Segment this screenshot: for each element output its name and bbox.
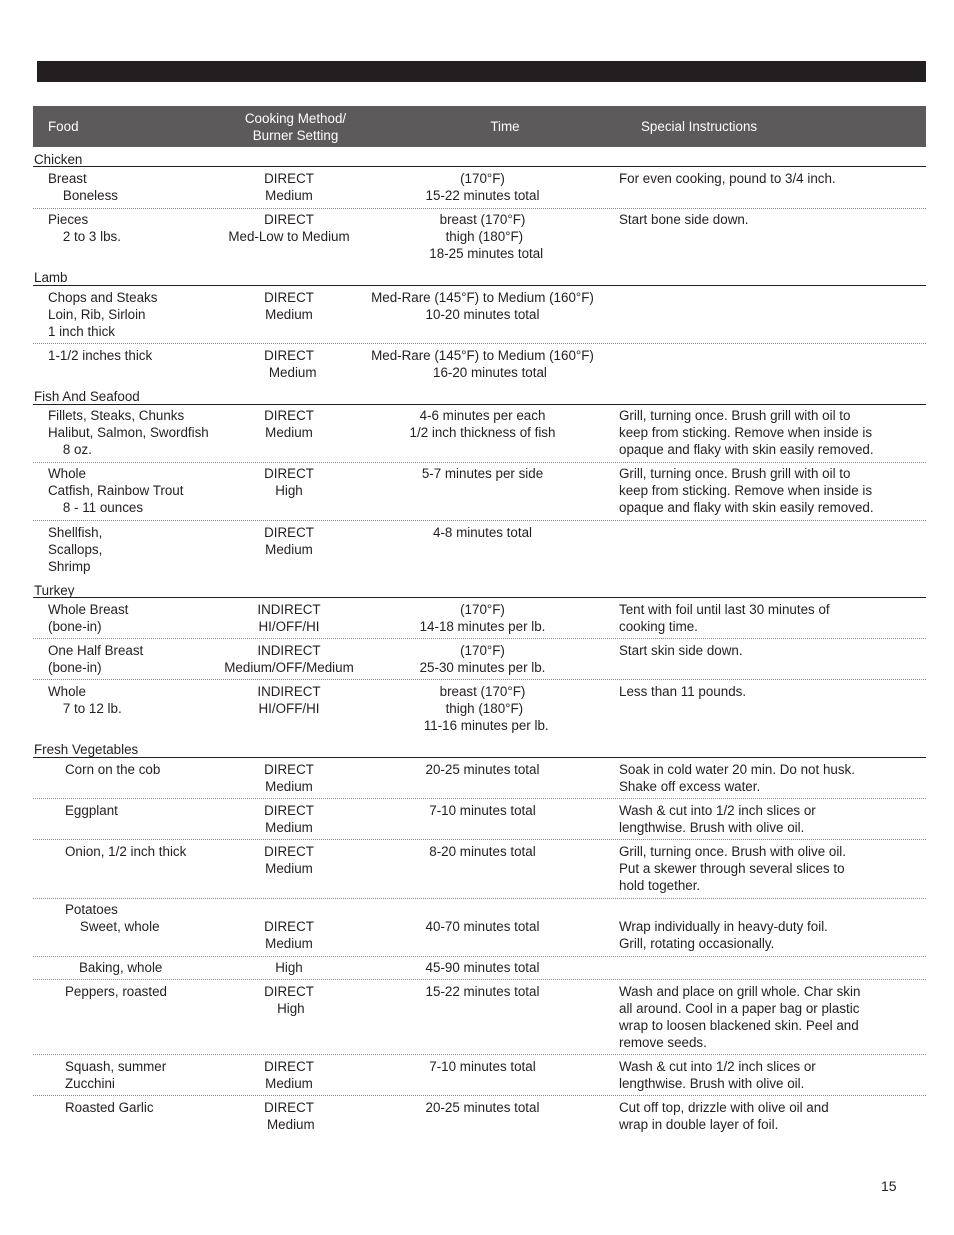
row-divider [33, 839, 926, 840]
cell-food: Whole Breast (bone-in) [48, 602, 129, 634]
page-number: 15 [881, 1178, 897, 1194]
cell-cooking-method: DIRECT High [264, 984, 314, 1016]
cell-food: One Half Breast (bone-in) [48, 643, 144, 675]
cell-special-instructions: Less than 11 pounds. [619, 684, 747, 699]
cell-cooking-method: DIRECT Medium [264, 408, 314, 440]
header-food: Food [48, 119, 79, 134]
cell-cooking-method: DIRECT Medium [264, 348, 317, 380]
cell-time: 4-8 minutes total [433, 525, 532, 540]
cell-time: 15-22 minutes total [425, 984, 540, 999]
cell-time: 40-70 minutes total [425, 919, 540, 934]
cell-time: breast (170°F) thigh (180°F) 18-25 minutes total [429, 212, 544, 261]
header-cooking-method: Cooking Method/ Burner Setting [244, 110, 347, 143]
row-divider [33, 462, 926, 463]
cell-food: Chops and Steaks Loin, Rib, Sirloin 1 inch thick [48, 290, 158, 339]
cell-food: Breast Boneless [48, 171, 118, 203]
cell-food: Shellfish, Scallops, Shrimp [48, 525, 103, 574]
cell-food: Pieces 2 to 3 lbs. [48, 212, 121, 244]
row-divider [33, 979, 926, 980]
cell-food: Peppers, roasted [65, 984, 167, 999]
cell-special-instructions: Soak in cold water 20 min. Do not husk. Shake off excess water. [619, 762, 855, 794]
cell-cooking-method: INDIRECT HI/OFF/HI [257, 602, 321, 634]
cell-food: 1-1/2 inches thick [48, 348, 153, 363]
cell-time: 20-25 minutes total [425, 762, 540, 777]
section-title: Lamb [34, 270, 68, 285]
cell-special-instructions: Tent with foil until last 30 minutes of cooking time. [619, 602, 830, 634]
header-time: Time [490, 119, 520, 134]
cell-time: 7-10 minutes total [429, 803, 536, 818]
cell-time: 5-7 minutes per side [421, 466, 544, 481]
cell-special-instructions: For even cooking, pound to 3/4 inch. [619, 171, 836, 186]
cell-special-instructions: Start bone side down. [619, 212, 749, 227]
cell-food: Baking, whole [79, 960, 163, 975]
section-title: Fresh Vegetables [34, 742, 139, 757]
row-divider [33, 679, 926, 680]
cell-cooking-method: DIRECT Medium [264, 171, 314, 203]
cell-food: Roasted Garlic [65, 1100, 154, 1115]
section-divider [33, 285, 926, 286]
cell-cooking-method: DIRECT Med-Low to Medium [228, 212, 350, 244]
cell-special-instructions: Cut off top, drizzle with olive oil and wrap in double layer of foil. [619, 1100, 829, 1132]
cell-special-instructions: Grill, turning once. Brush grill with oil to keep from sticking. Remove when inside is opaque and flaky with skin easily removed. [619, 408, 874, 457]
cell-cooking-method: DIRECT Medium [264, 844, 314, 876]
cell-time: 45-90 minutes total [425, 960, 540, 975]
cell-cooking-method: DIRECT Medium [264, 803, 314, 835]
cell-time: Med-Rare (145°F) to Medium (160°F) 16-20 minutes total [371, 348, 594, 380]
row-divider [33, 798, 926, 799]
row-divider [33, 898, 926, 899]
cell-special-instructions: Start skin side down. [619, 643, 743, 658]
section-title: Chicken [34, 152, 83, 167]
section-title: Turkey [34, 583, 75, 598]
cell-cooking-method: DIRECT High [264, 466, 314, 498]
cell-food: Eggplant [65, 803, 118, 818]
cell-food: Onion, 1/2 inch thick [65, 844, 187, 859]
cell-food: Squash, summer Zucchini [65, 1059, 167, 1091]
header-special-instructions: Special Instructions [641, 119, 758, 134]
cell-food: Whole 7 to 12 lb. [48, 684, 122, 716]
cell-special-instructions: Grill, turning once. Brush grill with oil to keep from sticking. Remove when inside is opaque and flaky with skin easily removed. [619, 466, 874, 515]
cell-time: 7-10 minutes total [429, 1059, 536, 1074]
cell-time: (170°F) 14-18 minutes per lb. [419, 602, 546, 634]
cell-food: Fillets, Steaks, Chunks Halibut, Salmon, Swordfish 8 oz. [48, 408, 209, 457]
cell-special-instructions: Wash & cut into 1/2 inch slices or lengthwise. Brush with olive oil. [619, 1059, 816, 1091]
cell-time: breast (170°F) thigh (180°F) 11-16 minutes per lb. [423, 684, 549, 733]
cell-food: Corn on the cob [65, 762, 161, 777]
cell-special-instructions: Grill, turning once. Brush with olive oil. Put a skewer through several slices to hold together. [619, 844, 846, 893]
cell-cooking-method: DIRECT Medium [264, 1100, 315, 1132]
cell-cooking-method: DIRECT Medium [264, 919, 314, 951]
cell-time: (170°F) 25-30 minutes per lb. [419, 643, 546, 675]
row-divider [33, 956, 926, 957]
section-divider [33, 757, 926, 758]
cell-special-instructions: Wrap individually in heavy-duty foil. Grill, rotating occasionally. [619, 919, 828, 951]
row-divider [33, 1054, 926, 1055]
section-divider [33, 597, 926, 598]
cell-time: 4-6 minutes per each 1/2 inch thickness of fish [409, 408, 556, 440]
cell-cooking-method: INDIRECT Medium/OFF/Medium [224, 643, 354, 675]
cell-cooking-method: DIRECT Medium [264, 290, 314, 322]
cell-cooking-method: DIRECT Medium [264, 1059, 314, 1091]
section-divider [33, 166, 926, 167]
cell-cooking-method: INDIRECT HI/OFF/HI [257, 684, 321, 716]
cell-time: Med-Rare (145°F) to Medium (160°F) 10-20 minutes total [371, 290, 594, 322]
cell-time: 8-20 minutes total [429, 844, 536, 859]
cell-time: 20-25 minutes total [425, 1100, 540, 1115]
section-divider [33, 404, 926, 405]
cell-cooking-method: DIRECT Medium [264, 762, 314, 794]
cell-food: Whole Catfish, Rainbow Trout 8 - 11 ounces [48, 466, 184, 515]
cell-time: (170°F) 15-22 minutes total [425, 171, 540, 203]
row-divider [33, 638, 926, 639]
cell-special-instructions: Wash and place on grill whole. Char skin all around. Cool in a paper bag or plastic wrap to loosen blackened skin. Peel and remove seeds. [619, 984, 861, 1050]
row-divider [33, 1095, 926, 1096]
cell-food: Potatoes Sweet, whole [65, 902, 160, 934]
section-title: Fish And Seafood [34, 389, 140, 404]
row-divider [33, 520, 926, 521]
row-divider [33, 343, 926, 344]
row-divider [33, 208, 926, 209]
cell-cooking-method: DIRECT Medium [264, 525, 314, 557]
cell-cooking-method: High [275, 960, 303, 975]
cell-special-instructions: Wash & cut into 1/2 inch slices or lengthwise. Brush with olive oil. [619, 803, 816, 835]
